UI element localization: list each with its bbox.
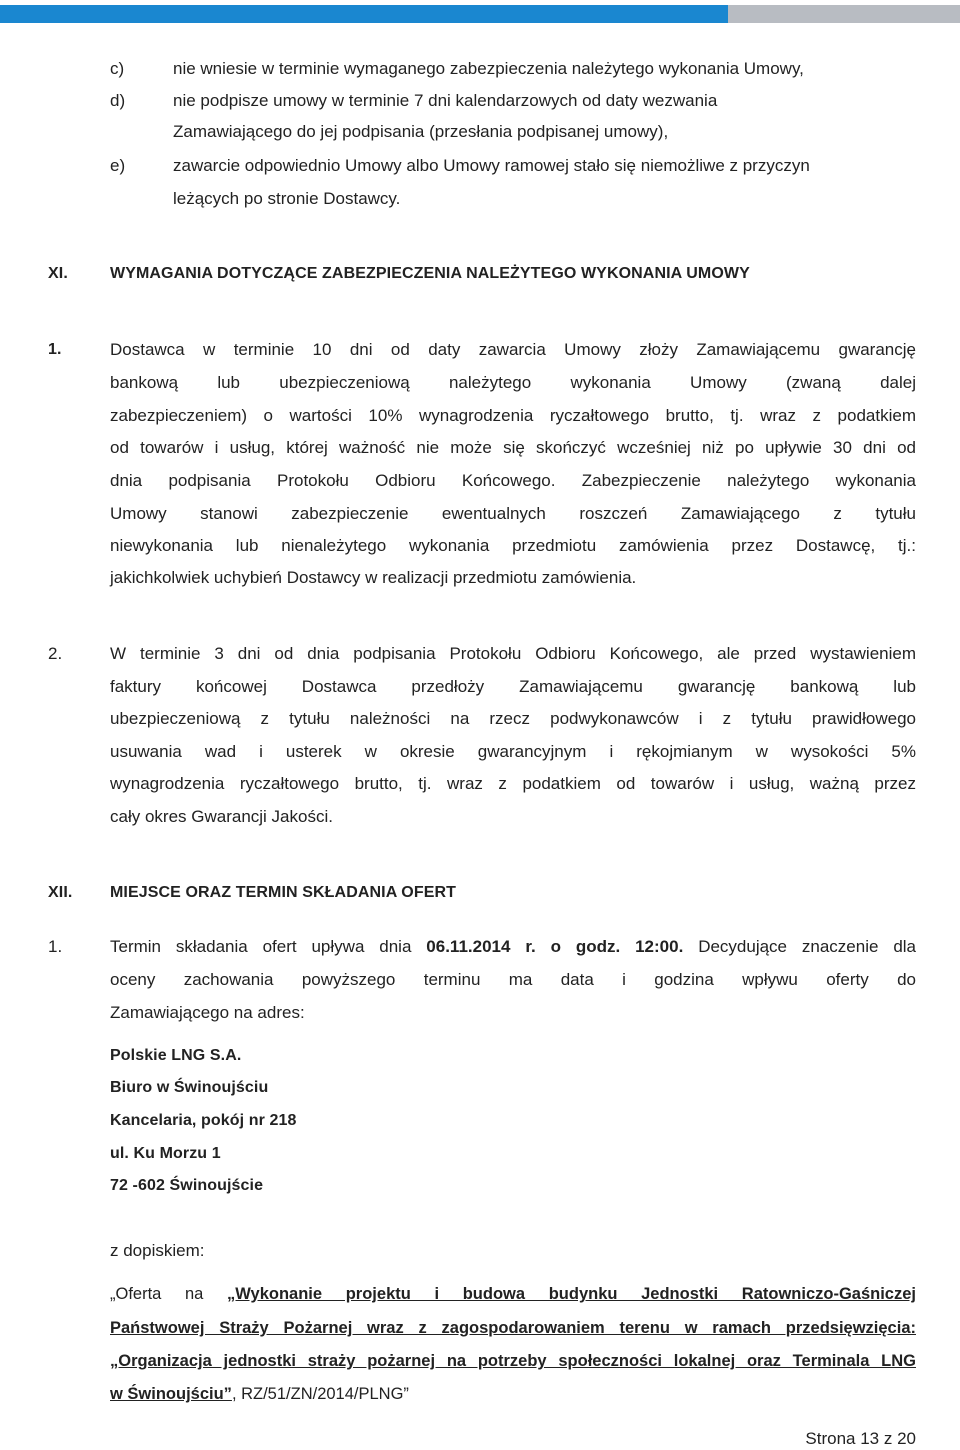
paragraph-line: bankową lub ubezpieczeniową należytego wykonania Umowy (zwaną dalej (110, 373, 916, 392)
header-bar-blue (0, 5, 728, 23)
offer-title-line-4: w Świnoujściu” (110, 1385, 232, 1403)
paragraph-line: ubezpieczeniową z tytułu należności na rzecz podwykonawców i z tytułu prawidłowego (110, 709, 916, 728)
section-xi-paragraph-2 (110, 643, 916, 806)
list-item-c-line-1: nie wniesie w terminie wymaganego zabezpieczenia należytego wykonania Umowy, (173, 59, 804, 78)
address-line-company: Polskie LNG S.A. (110, 1047, 242, 1064)
paragraph-line: oceny zachowania powyższego terminu ma data i godzina wpływu oferty do (110, 970, 916, 989)
section-xi-paragraph-1 (110, 339, 916, 567)
paragraph-line: W terminie 3 dni od dnia podpisania Protokołu Odbioru Końcowego, ale przed wystawieniem (110, 644, 916, 663)
paragraph-line: od towarów i usług, której ważność nie może się skończyć wcześniej niż po upływie 30 dni od (110, 438, 916, 457)
offer-line-1 (110, 1283, 916, 1317)
paragraph-line: Dostawca w terminie 10 dni od daty zawarcia Umowy złoży Zamawiającemu gwarancję (110, 340, 916, 359)
header-bar-grey (728, 5, 960, 23)
offer-title-line-3: „Organizacja jednostki straży pożarnej na potrzeby społeczności lokalnej oraz Terminala LNG (110, 1352, 916, 1370)
note-label: z dopiskiem: (110, 1241, 205, 1260)
section-xi-p2-last-line: cały okres Gwarancji Jakości. (110, 807, 333, 826)
list-marker-d: d) (110, 91, 126, 110)
paragraph-line: zabezpieczeniem) o wartości 10% wynagrodzenia ryczałtowego brutto, tj. wraz z podatkiem (110, 406, 916, 425)
section-xii-number: XII. (48, 884, 73, 901)
list-item-e-line-1: zawarcie odpowiednio Umowy albo Umowy ramowej stało się niemożliwe z przyczyn (173, 156, 810, 175)
offer-title-line-2: Państwowej Straży Pożarnej wraz z zagospodarowaniem terenu w ramach przedsięwzięcia: (110, 1319, 916, 1337)
section-xii-p1-last-line: Zamawiającego na adres: (110, 1003, 305, 1022)
paragraph-line: niewykonania lub nienależytego wykonania przedmiotu zamówienia przez Dostawcę, tj.: (110, 536, 916, 555)
offer-line-2 (110, 1317, 916, 1350)
list-marker-e: e) (110, 156, 126, 175)
list-item-d-line-1: nie podpisze umowy w terminie 7 dni kalendarzowych od daty wezwania (173, 91, 718, 110)
paragraph-line: usuwania wad i usterek w okresie gwarancyjnym i rękojmianym w wysokości 5% (110, 742, 916, 761)
list-item-d-line-2: Zamawiającego do jej podpisania (przesłania podpisanej umowy), (173, 122, 669, 141)
deadline-line (110, 936, 916, 969)
list-marker-c: c) (110, 59, 125, 78)
offer-prefix: „Oferta na (110, 1285, 228, 1303)
paragraph-line: wynagrodzenia ryczałtowego brutto, tj. wraz z podatkiem od towarów i usług, ważną przez (110, 774, 916, 793)
address-line-street: ul. Ku Morzu 1 (110, 1145, 221, 1162)
paragraph-line: faktury końcowej Dostawca przedłoży Zamawiającemu gwarancję bankową lub (110, 677, 916, 696)
section-xi-p2-number: 2. (48, 644, 63, 663)
section-xi-p1-number: 1. (48, 341, 62, 358)
offer-marking (110, 1283, 916, 1383)
section-xi-p1-last-line: jakichkolwiek uchybień Dostawcy w realizacji przedmiotu zamówienia. (110, 568, 637, 587)
page-number: Strona 13 z 20 (805, 1429, 916, 1448)
section-xii-title: MIEJSCE ORAZ TERMIN SKŁADANIA OFERT (110, 884, 457, 901)
paragraph-line: Umowy stanowi zabezpieczenie ewentualnych roszczeń Zamawiającego z tytułu (110, 504, 916, 523)
offer-line-4 (110, 1383, 409, 1405)
deadline-text-a: Termin składania ofert upływa dnia (110, 937, 427, 956)
paragraph-line: dnia podpisania Protokołu Odbioru Końcowego. Zabezpieczenie należytego wykonania (110, 471, 916, 490)
deadline-text-b: Decydujące znaczenie dla (683, 937, 917, 956)
address-line-office: Biuro w Świnoujściu (110, 1079, 269, 1096)
offer-reference: , RZ/51/ZN/2014/PLNG” (231, 1385, 409, 1403)
list-item-e-line-2: leżących po stronie Dostawcy. (173, 189, 401, 208)
section-xii-p1-number: 1. (48, 937, 63, 956)
deadline-datetime: 06.11.2014 r. o godz. 12:00. (426, 937, 684, 956)
section-xi-title: WYMAGANIA DOTYCZĄCE ZABEZPIECZENIA NALEŻYTEGO WYKONANIA UMOWY (110, 265, 750, 282)
section-xii-paragraph-1 (110, 936, 916, 1002)
offer-line-3 (110, 1350, 916, 1383)
address-line-room: Kancelaria, pokój nr 218 (110, 1112, 297, 1129)
section-xi-number: XI. (48, 265, 68, 282)
address-line-city: 72 -602 Świnoujście (110, 1177, 264, 1194)
offer-title-line-1: „Wykonanie projektu i budowa budynku Jednostki Ratowniczo-Gaśniczej (227, 1285, 916, 1303)
